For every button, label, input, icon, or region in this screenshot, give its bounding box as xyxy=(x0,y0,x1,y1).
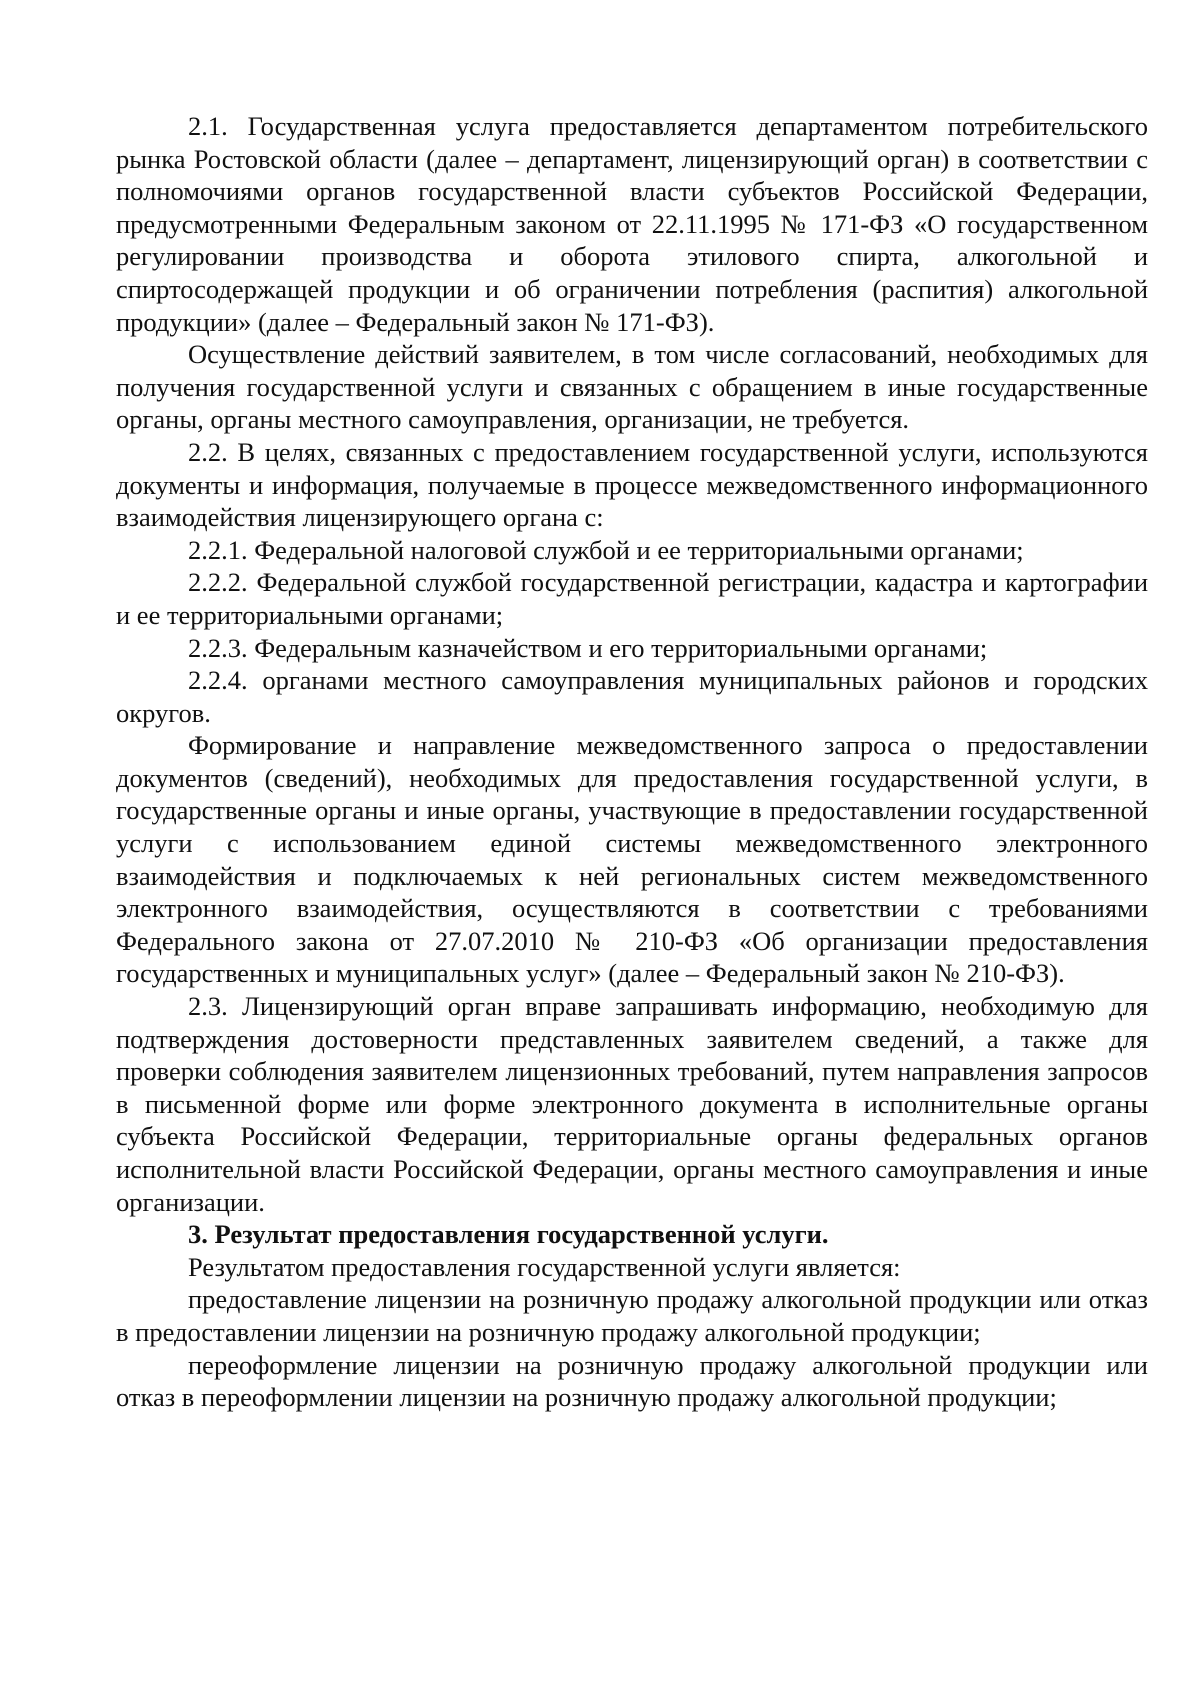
paragraph-2-2-1: 2.2.1. Федеральной налоговой службой и ее территориальными органами; xyxy=(188,534,1024,565)
paragraph-2-2-4: 2.2.4. органами местного самоуправления муниципальных районов и городских округов. xyxy=(116,665,1148,728)
paragraph-result-intro: Результатом предоставления государственной услуги является: xyxy=(188,1251,901,1282)
paragraph-2-1: 2.1. Государственная услуга предоставляется департаментом потребительского рынка Ростовской области (далее – департамент, лицензирующий орган) в соответствии с полномочиями органов государственной власти субъектов Российской Федерации, предусмотренными Федеральным законом от 22.11.1995 № 171-ФЗ «О государственном регулировании производства и оборота этилового спирта, алкогольной и спиртосодержащей продукции и об ограничении потребления (распития) алкогольной продукции» (далее – Федеральный закон № 171-ФЗ). xyxy=(116,111,1148,337)
paragraph-interagency-note: Осуществление действий заявителем, в том числе согласований, необходимых для получения государственной услуги и связанных с обращением в иные государственные органы, органы местного самоуправления, организации, не требуется. xyxy=(116,339,1148,435)
paragraph-2-3: 2.3. Лицензирующий орган вправе запрашивать информацию, необходимую для подтверждения достоверности представленных заявителем сведений, а также для проверки соблюдения заявителем лицензионных требований, путем направления запросов в письменной форме или форме электронного документа в исполнительные органы субъекта Российской Федерации, территориальные органы федеральных органов исполнительной власти Российской Федерации, органы местного самоуправления и иные организации. xyxy=(116,991,1148,1217)
paragraph-2-2-2: 2.2.2. Федеральной службой государственной регистрации, кадастра и картографии и ее территориальными органами; xyxy=(116,567,1148,630)
document-page xyxy=(116,110,1148,1414)
paragraph-interagency-request: Формирование и направление межведомственного запроса о предоставлении документов (сведений), необходимых для предоставления государственной услуги, в государственные органы и иные органы, участвующие в предоставлении государственной услуги с использованием единой системы межведомственного электронного взаимодействия и подключаемых к ней региональных систем межведомственного электронного взаимодействия, осуществляются в соответствии с требованиями Федерального закона от 27.07.2010 № 210-ФЗ «Об организации предоставления государственных и муниципальных услуг» (далее – Федеральный закон № 210-ФЗ). xyxy=(116,730,1148,989)
paragraph-2-2-3: 2.2.3. Федеральным казначейством и его территориальными органами; xyxy=(188,632,988,663)
paragraph-result-license-reissue: переоформление лицензии на розничную продажу алкогольной продукции или отказ в переоформлении лицензии на розничную продажу алкогольной продукции; xyxy=(116,1349,1148,1413)
paragraph-2-2: 2.2. В целях, связанных с предоставлением государственной услуги, используются документы и информация, получаемые в процессе межведомственного информационного взаимодействия лицензирующего органа с: xyxy=(116,436,1148,533)
section-3-heading: 3. Результат предоставления государственной услуги. xyxy=(188,1219,829,1250)
paragraph-result-license-grant: предоставление лицензии на розничную продажу алкогольной продукции или отказ в предоставлении лицензии на розничную продажу алкогольной продукции; xyxy=(116,1284,1148,1347)
